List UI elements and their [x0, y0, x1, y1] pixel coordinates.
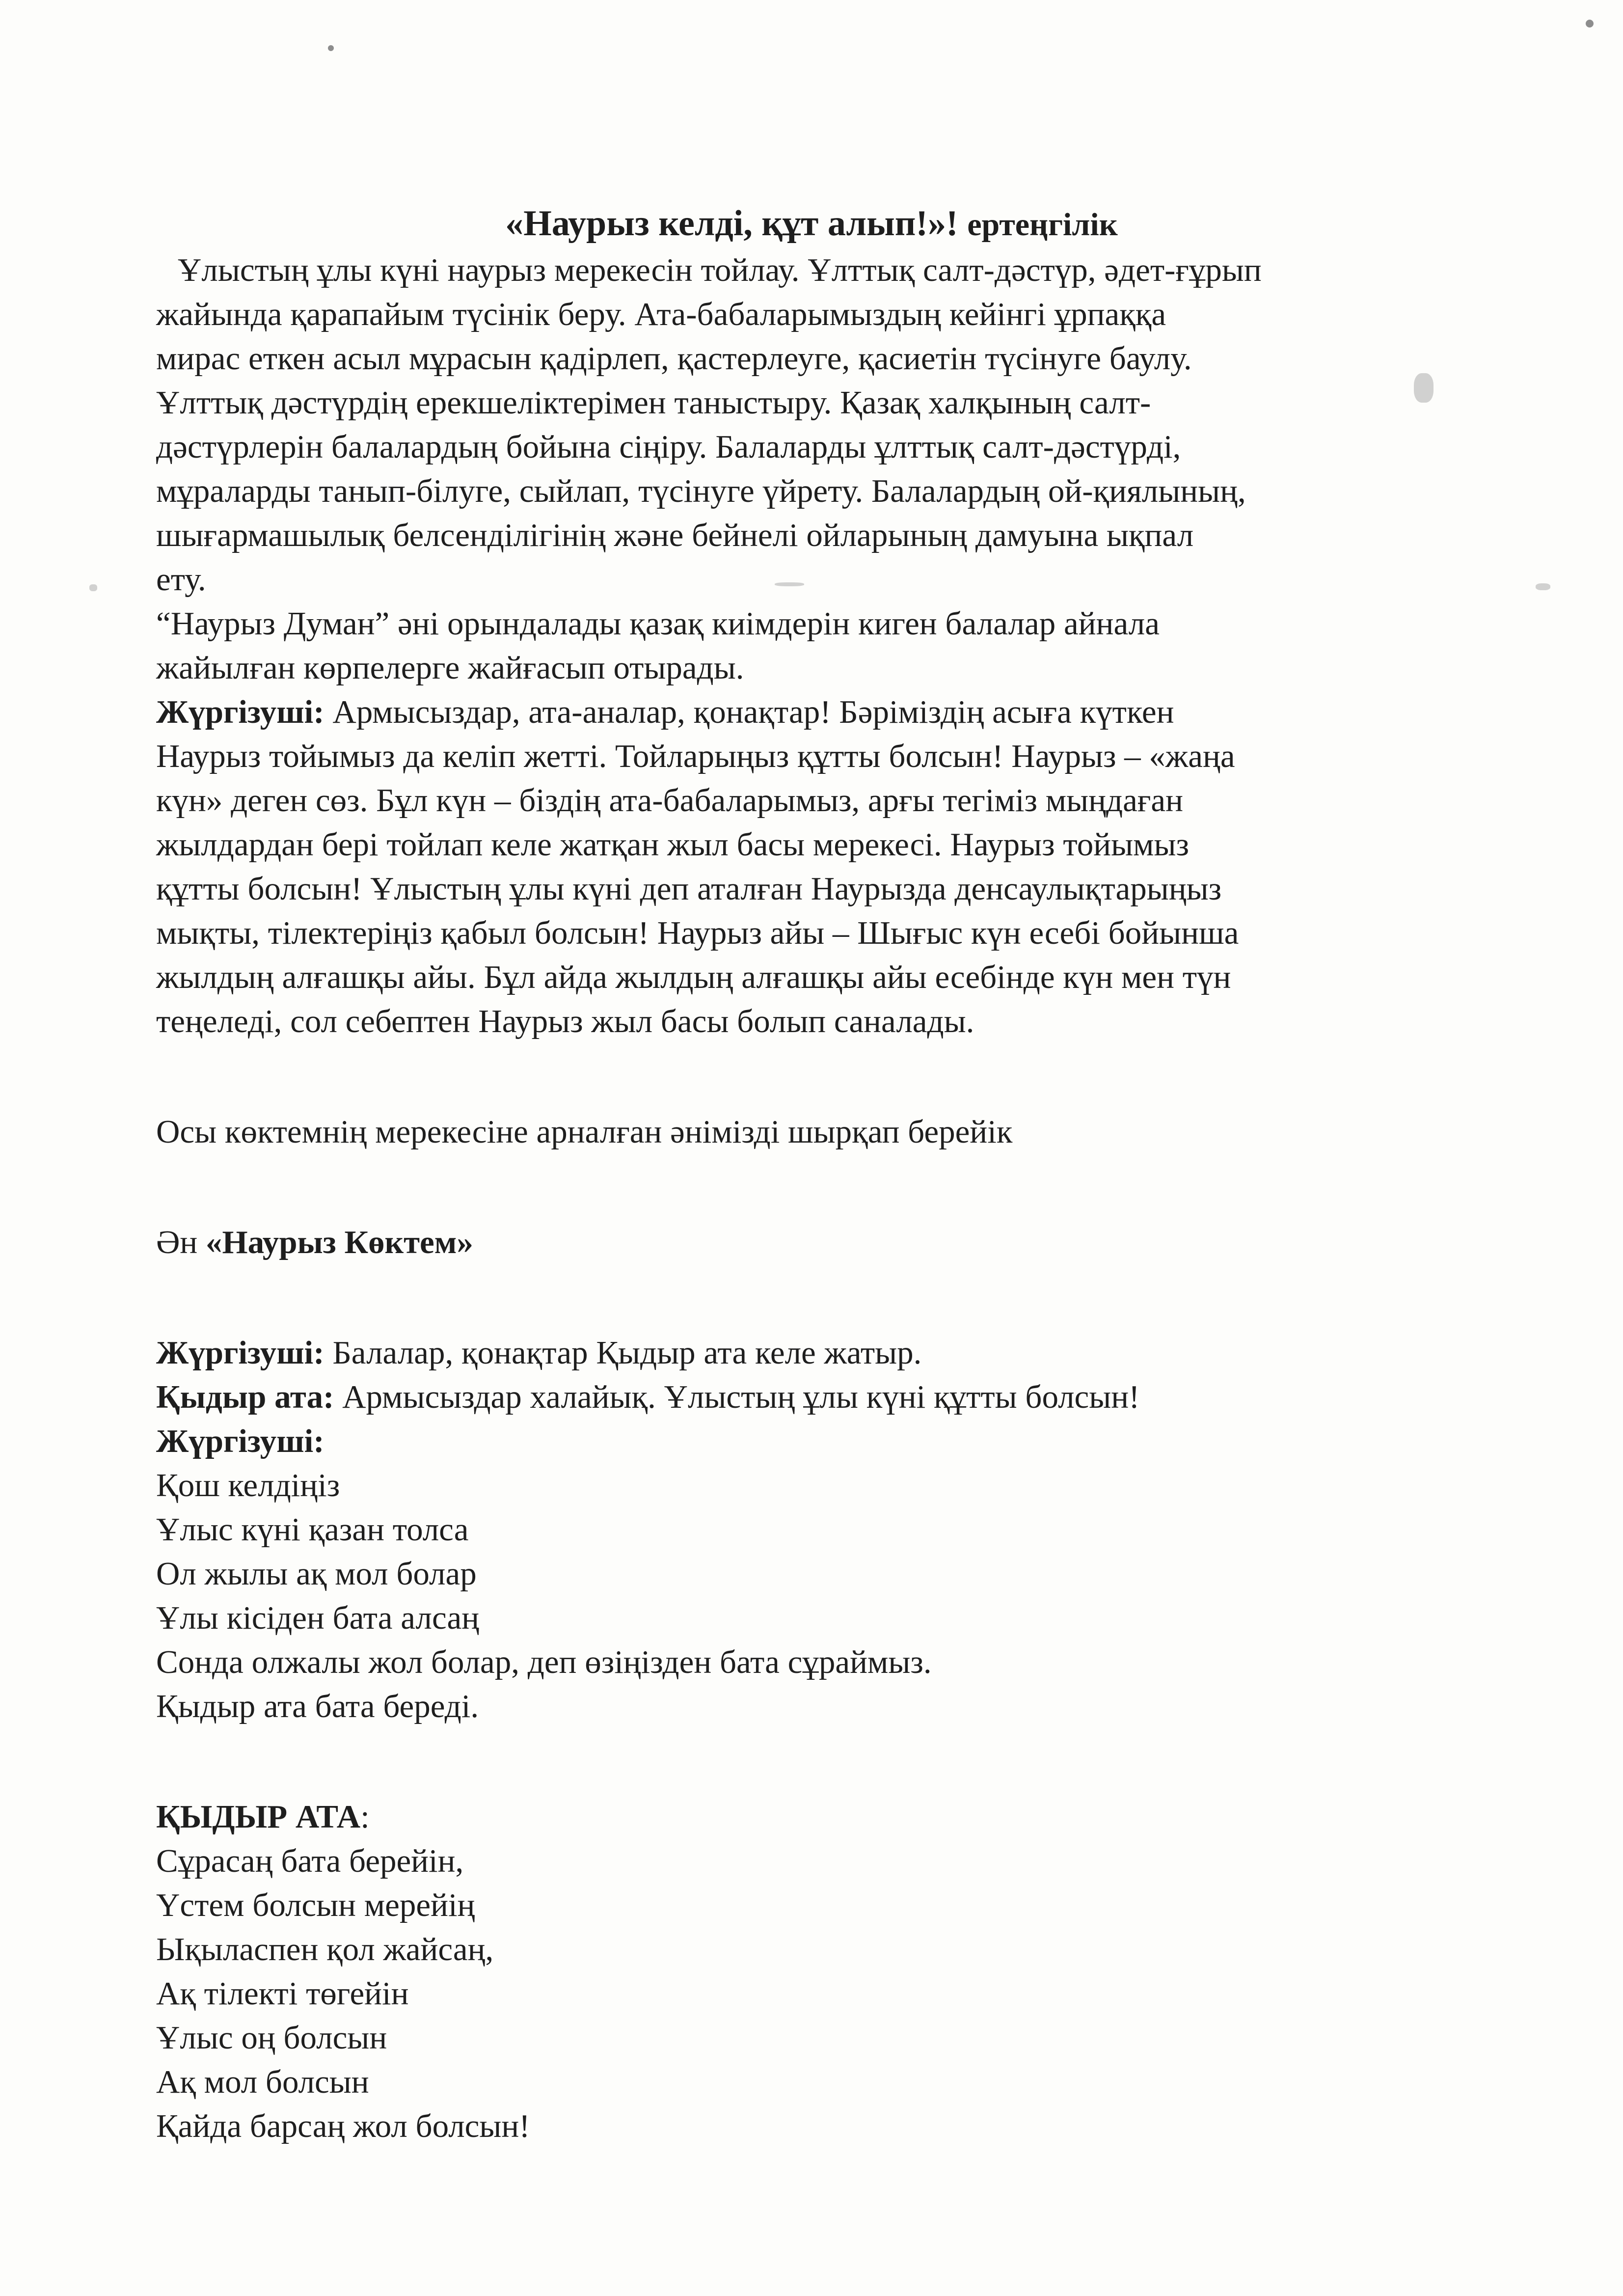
host-speech-line [156, 690, 1462, 734]
song-intro-line: “Наурыз Думан” әні орындалады қазақ киімдерін киген балалар айнала [156, 605, 1160, 642]
greeting-verse [156, 1463, 1462, 1728]
host-line-2 [156, 1331, 1462, 1375]
kydyr-upper-label: ҚЫДЫР АТА [156, 1799, 361, 1835]
intro-line: ету. [156, 561, 206, 598]
host-speech-first: Армысыздар, ата-аналар, қонақтар! Бәріміздің асыға күткен [324, 694, 1174, 730]
blessing-line: Үстем болсын мерейің [156, 1887, 475, 1923]
kydyr-label: Қыдыр ата: [156, 1379, 334, 1415]
greeting-line: Ұлы кісіден бата алсаң [156, 1600, 480, 1636]
host-line-2-text: Балалар, қонақтар Қыдыр ата келе жатыр. [324, 1335, 922, 1371]
song-title: «Наурыз Көктем» [206, 1224, 473, 1260]
blessing-line: Ақ мол болсын [156, 2064, 369, 2100]
host-speech [156, 690, 1462, 1043]
intro-line: дәстүрлерін балалардың бойына сіңіру. Балаларды ұлттық салт-дәстүрді, [156, 429, 1181, 465]
song-heading [156, 1220, 1462, 1264]
song-intro-line: жайылған көрпелерге жайғасып отырады. [156, 650, 744, 686]
blessing-line: Ақ тілекті төгейін [156, 1975, 409, 2012]
blessing-line: Ұлыс оң болсын [156, 2020, 387, 2056]
scan-smudge [1536, 583, 1550, 590]
host-speech-line: күн» деген сөз. Бұл күн – біздің ата-бабаларымыз, арғы тегіміз мыңдаған [156, 782, 1183, 819]
paragraph-gap [156, 1264, 1462, 1331]
host-label: Жүргізуші: [156, 694, 325, 730]
intro-line: Ұлыстың ұлы күні наурыз мерекесін тойлау. Ұлттық салт-дәстүр, әдет-ғұрып [178, 252, 1262, 288]
blessing-verse [156, 1839, 1462, 2148]
intro-line: мұраларды танып-білуге, сыйлап, түсінуге үйрету. Балалардың ой-қиялының, [156, 473, 1246, 509]
host-speech-line: мықты, тілектеріңіз қабыл болсын! Наурыз айы – Шығыс күн есебі бойынша [156, 915, 1239, 951]
paragraph-gap [156, 1728, 1462, 1795]
host-speech-line: құтты болсын! Ұлыстың ұлы күні деп аталған Наурызда денсаулықтарыңыз [156, 871, 1222, 907]
scan-speck [1586, 20, 1594, 27]
greeting-line: Ұлыс күні қазан толса [156, 1511, 469, 1548]
intro-paragraph [156, 248, 1462, 601]
kydyr-line-text: Армысыздар халайық. Ұлыстың ұлы күні құтты болсын! [334, 1379, 1140, 1415]
host-label-standalone: Жүргізуші: [156, 1423, 325, 1459]
intro-line: мирас еткен асыл мұрасын қадірлеп, қастерлеуге, қасиетін түсінуге баулу. [156, 340, 1192, 377]
host-speech-line: жылдардан бері тойлап келе жатқан жыл басы мерекесі. Наурыз тойымыз [156, 826, 1190, 863]
scan-smudge [89, 584, 97, 591]
title-sub: ертеңгілік [967, 207, 1118, 243]
song-intro-paragraph [156, 601, 1462, 690]
paragraph-gap [156, 1154, 1462, 1220]
document-body [156, 248, 1462, 2148]
kydyr-upper-colon: : [360, 1799, 370, 1835]
song-invite: Осы көктемнің мерекесіне арналған әнімізді шырқап берейік [156, 1114, 1013, 1150]
intro-line: Ұлттық дәстүрдің ерекшеліктерімен таныстыру. Қазақ халқының салт- [156, 384, 1151, 421]
title-main: «Наурыз келді, құт алып!»! [505, 203, 958, 244]
greeting-line: Ол жылы ақ мол болар [156, 1556, 477, 1592]
host-label: Жүргізуші: [156, 1335, 325, 1371]
greeting-line: Сонда олжалы жол болар, деп өзіңізден бата сұраймыз. [156, 1644, 932, 1680]
greeting-line: Қош келдіңіз [156, 1467, 340, 1503]
blessing-line: Қайда барсаң жол болсын! [156, 2108, 530, 2144]
host-speech-line: жылдың алғашқы айы. Бұл айда жылдың алғашқы айы есебінде күн мен түн [156, 959, 1231, 995]
blessing-line: Ықыласпен қол жайсаң, [156, 1931, 494, 1968]
blessing-line: Сұрасаң бата берейін, [156, 1843, 464, 1879]
host-speech-line: Наурыз тойымыз да келіп жетті. Тойларыңыз құтты болсын! Наурыз – «жаңа [156, 738, 1235, 774]
kydyr-line [156, 1375, 1462, 1419]
kydyr-heading [156, 1795, 1462, 1839]
paragraph-gap [156, 1043, 1462, 1110]
greeting-line: Қыдыр ата бата береді. [156, 1688, 479, 1724]
intro-line: жайында қарапайым түсінік беру. Ата-бабаларымыздың кейінгі ұрпаққа [156, 296, 1166, 332]
scan-speck [328, 45, 334, 51]
document-title [0, 201, 1623, 247]
host-speech-line: теңеледі, сол себептен Наурыз жыл басы болып саналады. [156, 1003, 974, 1039]
song-prefix: Ән [156, 1224, 206, 1260]
intro-line: шығармашылық белсенділігінің және бейнелі ойларының дамуына ықпал [156, 517, 1194, 553]
